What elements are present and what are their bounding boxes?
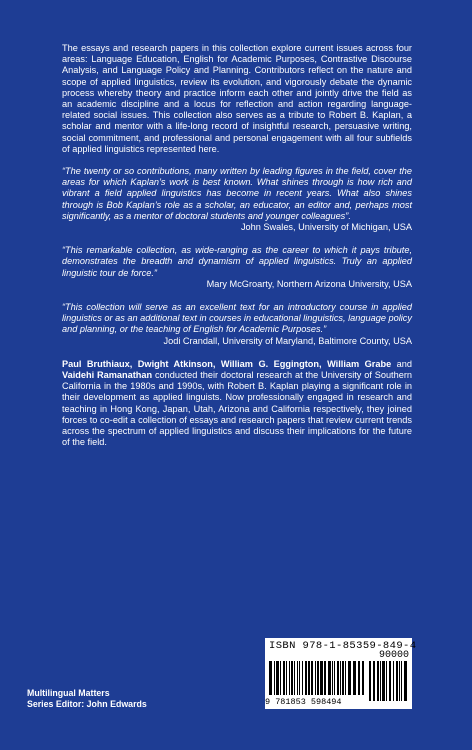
editors-bio [62,359,412,449]
barcode-bar [345,661,346,695]
barcode-bar [337,661,339,695]
endorsement-quote: “This remarkable collection, as wide-ranging as the career to which it pays tribute, demonstrates the breadth and dynamism of applied linguistics. Truly an applied linguistic tour de force.” [62,245,412,278]
barcode-bar [311,661,313,695]
ean-digits: 9 781853 598494 [265,697,342,707]
barcode-bar [369,661,371,701]
editors-bio-text: conducted their doctoral research at the University of Southern California in the 1980s and 1990s, with Robert B. Kaplan playing a significant role in their development as applied linguists. Now professionally engaged in research and teaching in Hong Kong, Japan, Utah, Arizona and California respectively, they joined forces to co-edit a collection of essays and research papers that review current trends across the spectrum of applied linguistics and discuss their implications for the future of the field. [62,370,412,448]
content-column [62,43,412,449]
barcode-bar [373,661,375,701]
barcode-bar [302,661,303,695]
barcode-bar [276,661,279,695]
isbn-text: ISBN 978-1-85359-849-4 [269,640,417,652]
barcode-bar [380,661,381,701]
barcode-bar [353,661,356,695]
barcode-bar [294,661,295,695]
barcode-bar [396,661,398,701]
barcode-bar [362,661,364,695]
barcode-bar [291,661,293,695]
barcode-bar [328,661,331,695]
barcode-bar [404,661,407,701]
barcode-bar [269,661,272,695]
barcode-bar [399,661,400,701]
price-code: 90000 [378,650,409,661]
barcode-bar [299,661,300,695]
barcode-bar [283,661,285,695]
barcode-bar [315,661,316,695]
barcode-bar [340,661,341,695]
barcode-bar [280,661,281,695]
barcode-bar [324,661,326,695]
barcode-bar [377,661,379,701]
editor-names-last: Vaidehi Ramanathan [62,370,153,381]
barcode-bar [393,661,394,701]
barcode-bar [389,661,391,701]
barcode-bar [358,661,360,695]
barcode-bar [386,661,387,701]
endorsement-attribution: John Swales, University of Michigan, USA [240,222,412,233]
barcode-bar [308,661,310,695]
publisher-name: Multilingual Matters [27,688,110,698]
isbn-barcode [265,638,417,709]
barcode-bars [269,661,365,695]
addon-barcode-bars [369,661,407,701]
barcode-bar [274,661,275,695]
series-editor: Series Editor: John Edwards [27,699,147,709]
barcode-bar [401,661,402,701]
barcode-bar [348,661,351,695]
barcode-bar [297,661,298,695]
barcode-bar [317,661,319,695]
book-description: The essays and research papers in this collection explore current issues across four areas: Language Education, English for Academic Purposes, Contrastive Discourse Analysis, and Language Policy and Planning. Contributors reflect on the nature and scope of applied linguistics, review its evolution, and vigorously debate the dynamic process whereby theory and practice inform each other and jointly drive the field as an academic discipline and a locus for reflection and action regarding language-related social issues. This collection also serves as a tribute to Robert B. Kaplan, a scholar and mentor with a life-long record of insightful research, persuasive writing, social commitment, and professional and personal engagement with all four subfields of applied linguistics represented here. [62,43,412,154]
endorsement-quote: “This collection will serve as an excellent text for an introductory course in applied linguistics or as an additional text in courses in educational linguistics, language policy and planning, or the teaching of English for Academic Purposes.” [62,302,412,335]
barcode-bar [286,661,287,695]
barcode-bar [382,661,385,701]
barcode-bar [289,661,290,695]
endorsement-attribution: Mary McGroarty, Northern Arizona University, USA [206,278,412,289]
editor-conjunction: and [391,358,412,369]
barcode-bar [305,661,307,695]
endorsement-quote: “The twenty or so contributions, many written by leading figures in the field, cover the areas for which Kaplan’s work is best known. What shines through is how rich and vibrant a field applied linguistics has become in recent years. What also shines through is Bob Kaplan’s role as a scholar, an educator, an editor and, perhaps most significantly, as a mentor of doctoral students and younger colleagues”. [62,166,412,221]
barcode-bar [334,661,335,695]
barcode-bar [342,661,344,695]
publisher-info [27,688,147,710]
barcode-bar [332,661,333,695]
barcode-bar [320,661,323,695]
endorsement-attribution: Jodi Crandall, University of Maryland, Baltimore County, USA [163,335,412,346]
editor-names: Paul Bruthiaux, Dwight Atkinson, William G. Eggington, William Grabe [62,358,392,369]
